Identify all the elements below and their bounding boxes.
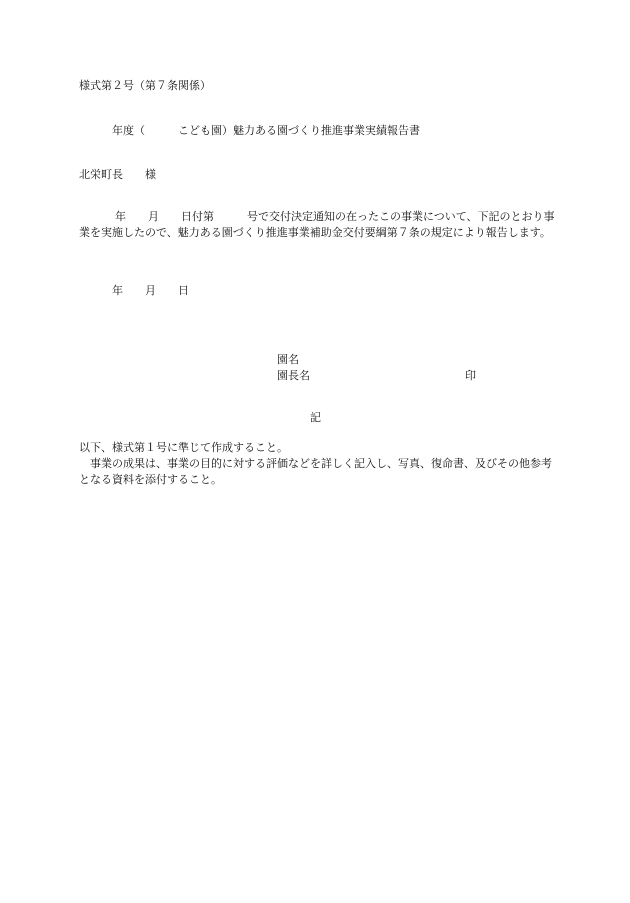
ki-heading: 記 <box>310 411 321 424</box>
report-body: 年 月 日付第 号で交付決定通知の在ったこの事業について、下記のとおり事業を実施したので、魅力ある園づくり推進事業補助金交付要綱第７条の規定により報告します。 <box>79 210 555 239</box>
note-results: 事業の成果は、事業の目的に対する評価などを詳しく記入し、写真、復命書、及びその他参考となる資料を添付すること。 <box>79 457 552 486</box>
note-instruction: 以下、様式第１号に準じて作成すること。 <box>79 441 288 454</box>
addressee: 北栄町長 様 <box>79 168 156 181</box>
document-title: 年度（ こども園）魅力ある園づくり推進事業実績報告書 <box>79 124 420 137</box>
organization-name-label: 園名 <box>277 353 299 366</box>
principal-name-label: 園長名 <box>277 369 310 382</box>
form-number: 様式第２号（第７条関係） <box>79 79 211 92</box>
report-date: 年 月 日 <box>79 284 189 297</box>
seal-mark: 印 <box>465 369 476 382</box>
